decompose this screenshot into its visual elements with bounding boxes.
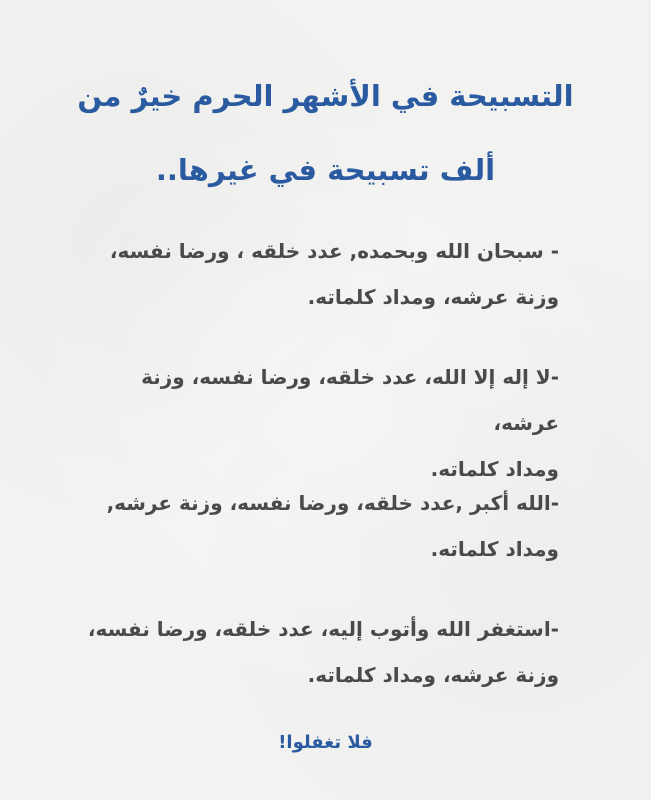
dhikr-takbeer bbox=[79, 480, 559, 572]
dhikr-istighfar bbox=[79, 606, 559, 698]
dhikr-line: -الله أكبر ,عدد خلقه، ورضا نفسه، وزنة عرشه, bbox=[106, 491, 559, 515]
title-line-1: التسبيحة في الأشهر الحرم خيرٌ من bbox=[77, 79, 574, 113]
title-line-2: ألف تسبيحة في غيرها.. bbox=[155, 153, 496, 187]
dhikr-subhanallah bbox=[79, 228, 559, 320]
dhikr-line: ومداد كلماته. bbox=[430, 537, 559, 561]
dhikr-line: وزنة عرشه، ومداد كلماته. bbox=[307, 285, 559, 309]
footer-reminder: فلا تغفلوا! bbox=[278, 732, 373, 753]
dhikr-line: ومداد كلماته. bbox=[430, 457, 559, 481]
dhikr-line: - سبحان الله وبحمده, عدد خلقه ، ورضا نفسه، bbox=[109, 239, 559, 263]
dhikr-line: وزنة عرشه، ومداد كلماته. bbox=[307, 663, 559, 687]
dhikr-line: -استغفر الله وأتوب إليه، عدد خلقه، ورضا نفسه، bbox=[87, 617, 559, 641]
dhikr-tahleel bbox=[79, 354, 559, 492]
dhikr-line: -لا إله إلا الله، عدد خلقه، ورضا نفسه، وزنة عرشه، bbox=[141, 365, 559, 435]
